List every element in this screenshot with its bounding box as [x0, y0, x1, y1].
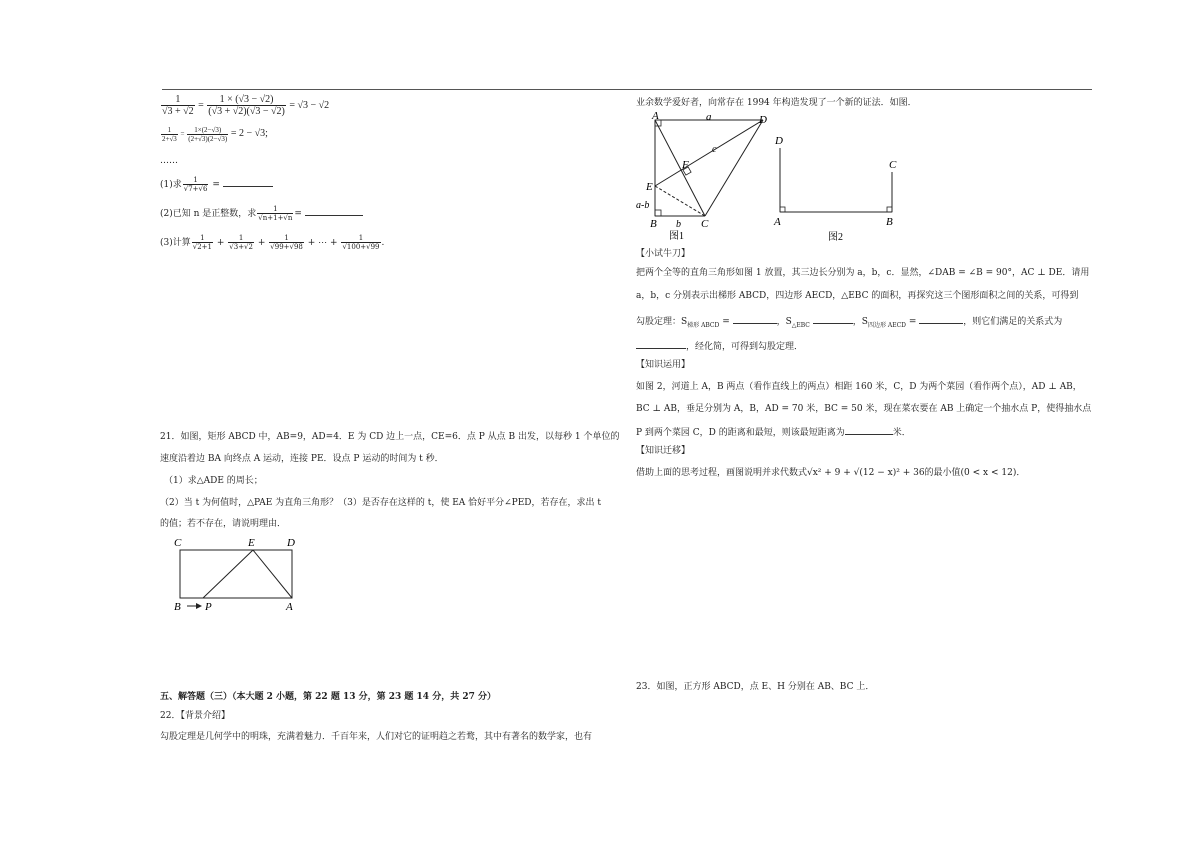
- q2-suffix: =: [294, 209, 302, 219]
- label-e: E: [248, 537, 255, 549]
- eq1-mid-num: 1 × (√3 − √2): [207, 94, 286, 106]
- apply-line-1: 如图 2，河道上 A，B 两点（看作直线上的两点）相距 160 米，C，D 为两个菜园（看作两个点），AD ⊥ AB，: [636, 382, 1082, 392]
- q3-term4-den: √100+√99: [342, 243, 380, 251]
- fig1-label-a-minus-b: a-b: [636, 200, 650, 211]
- q1-answer-blank[interactable]: [223, 177, 273, 187]
- fig1-label-c: C: [701, 218, 709, 230]
- question-1: [160, 176, 273, 193]
- q3-plus-1: +: [216, 238, 225, 248]
- q3-dots: + ⋯ +: [307, 238, 338, 248]
- trapezoid-area-blank[interactable]: [733, 314, 777, 324]
- fig1-label-f: F: [682, 159, 689, 171]
- equation-1: $\frac{1}{√3 + √2}$ = $\frac{1 \times (√3 - √2)}{(√3 + √2)(√3 - √2)}$ = √3 − √2: [162, 94, 330, 117]
- fig2-label-a: A: [774, 216, 781, 228]
- q2-num: 1: [257, 205, 293, 214]
- fig1-caption: 图1: [669, 231, 684, 242]
- try-eq-2: =: [905, 317, 917, 327]
- try-line-4: [636, 339, 803, 353]
- try-sub-trapezoid: 梯形 ABCD: [687, 321, 720, 329]
- eq2-mid-num: 1×(2−√3): [187, 126, 228, 135]
- apply-line-3-text: P 到两个菜园 C，D 的距离和最短，则该最短距离为: [636, 428, 845, 438]
- eq2-mid-den: (2+√3)(2−√3): [188, 135, 228, 143]
- q2-prefix: (2)已知 n 是正整数，求: [160, 209, 257, 219]
- fig1-label-d: D: [759, 114, 767, 126]
- try-sep: ，S: [776, 317, 792, 327]
- try-s-label: 勾股定理：S: [636, 317, 688, 327]
- eq1-lhs-num: 1: [161, 94, 195, 106]
- problem-21-line-1: 21．如图，矩形 ABCD 中，AB=9，AD=4．E 为 CD 边上一点，CE=6．点 P 从点 B 出发，以每秒 1 个单位的: [160, 432, 620, 442]
- problem-21-line-4: （2）当 t 为何值时，△PAE 为直角三角形？（3）是否存在这样的 t，使 EA 恰好平分∠PED，若存在，求出 t: [160, 498, 602, 508]
- try-line-4-text: ，经化简，可得到勾股定理．: [686, 342, 804, 352]
- apply-unit: 米．: [892, 428, 911, 438]
- label-b: B: [174, 601, 181, 613]
- quad-area-blank[interactable]: [919, 314, 963, 324]
- q3-term2-den: √3+√2: [229, 243, 253, 251]
- problem-22-line-1: 勾股定理是几何学中的明珠，充满着魅力．千百年来，人们对它的证明趋之若鹜，其中有著名的数学家，也有: [160, 732, 593, 742]
- problem-22-title: 22．【背景介绍】: [160, 711, 230, 721]
- q1-num: 1: [183, 176, 209, 185]
- label-p: P: [205, 601, 212, 613]
- problem-21-line-2: 速度沿着边 BA 向终点 A 运动，连接 PE．设点 P 运动的时间为 t 秒．: [160, 454, 444, 464]
- figure-2: [768, 128, 908, 242]
- intro-text: 业余数学爱好者，向常存在 1994 年构造发现了一个新的证法．如图．: [636, 98, 917, 108]
- try-eq: =: [719, 317, 730, 327]
- q3-term3-num: 1: [269, 234, 304, 243]
- rectangle: [180, 550, 292, 598]
- try-line-3: [636, 314, 1062, 331]
- try-sep-2: ，S: [852, 317, 868, 327]
- fig2-label-c: C: [889, 159, 897, 171]
- fig1-segment-ed: [655, 120, 763, 186]
- q3-prefix: (3)计算: [160, 238, 191, 248]
- problem-21-line-5: 的值；若不存在，请说明理由．: [160, 519, 287, 529]
- heading-try: 【小试牛刀】: [636, 249, 691, 259]
- heading-apply: 【知识运用】: [636, 360, 691, 370]
- q1-den: √7+√6: [183, 185, 208, 193]
- shortest-distance-blank[interactable]: [845, 425, 893, 435]
- q3-end: .: [381, 238, 385, 248]
- fig1-right-angle-b: [655, 210, 661, 216]
- fig2-right-angle-b: [887, 207, 892, 212]
- q3-term1-den: √2+1: [192, 243, 212, 251]
- try-sub-triangle: △EBC: [791, 321, 810, 329]
- q3-term3-den: √99+√98: [270, 243, 303, 251]
- transfer-text: 借助上面的思考过程，画图说明并求代数式√x² + 9 + √(12 − x)² + 36的最小值(0 < x < 12)．: [636, 468, 1026, 478]
- try-tail: ，则它们满足的关系式为: [963, 317, 1063, 327]
- q3-plus-2: +: [257, 238, 266, 248]
- fig1-label-e: E: [646, 181, 653, 193]
- fig1-label-b-small: b: [676, 219, 681, 230]
- label-c: C: [174, 537, 182, 549]
- fig2-label-b: B: [886, 216, 893, 228]
- heading-transfer: 【知识迁移】: [636, 446, 691, 456]
- header-rule: [162, 89, 1092, 90]
- fig2-caption: 图2: [828, 232, 843, 242]
- triangle-area-blank[interactable]: [813, 314, 853, 324]
- q3-term4-num: 1: [341, 234, 380, 243]
- segment-pe: [203, 550, 253, 598]
- ellipsis: ……: [160, 156, 178, 166]
- question-2: [160, 205, 363, 222]
- segment-ea: [253, 550, 292, 598]
- eq2-rhs: = 2 − √3;: [230, 128, 268, 140]
- apply-line-2: BC ⊥ AB，垂足分别为 A，B，AD = 70 米，BC = 50 米，现在菜农要在 AB 上确定一个抽水点 P，使得抽水点: [636, 404, 1092, 414]
- label-a: A: [286, 601, 293, 613]
- q3-term2-num: 1: [228, 234, 254, 243]
- q3-term1-num: 1: [192, 234, 213, 243]
- q1-suffix: =: [209, 180, 220, 190]
- try-line-1: 把两个全等的直角三角形如图 1 放置，其三边长分别为 a，b，c．显然，∠DAB = ∠B = 90°，AC ⊥ DE．请用: [636, 268, 1090, 278]
- eq2-lhs-num: 1: [161, 126, 178, 135]
- try-sub-quad: 四边形 AECD: [867, 321, 906, 329]
- fig1-side-cd: [705, 120, 763, 216]
- apply-line-3: [636, 425, 911, 439]
- relation-blank[interactable]: [636, 339, 686, 349]
- question-3: [160, 234, 384, 251]
- q2-den: √n+1+√n: [258, 214, 293, 222]
- section-heading: 五、解答题（三）（本大题 2 小题，第 22 题 13 分，第 23 题 14 分，共 27 分）: [160, 692, 496, 702]
- figure-1: [632, 110, 782, 242]
- try-line-2: a，b，c 分别表示出梯形 ABCD，四边形 AECD，△EBC 的面积，再探究这三个图形面积之间的关系，可得到: [636, 291, 1079, 301]
- eq1-mid-den: (√3 + √2)(√3 − √2): [208, 106, 285, 117]
- equation-2: $\frac{1}{2+√3}$ = $\frac{1\times(2-√3)}{(2+√3)(2-√3)}$ = 2 − √3;: [162, 126, 268, 143]
- label-d: D: [287, 537, 295, 549]
- fig2-label-d: D: [775, 135, 783, 147]
- problem-23: 23．如图，正方形 ABCD，点 E、H 分别在 AB、BC 上．: [636, 682, 875, 692]
- problem-21-line-3: （1）求△ADE 的周长；: [164, 476, 263, 486]
- fig1-label-b: B: [650, 218, 657, 230]
- q1-prefix: (1)求: [160, 180, 182, 190]
- fig1-label-a: A: [652, 110, 659, 122]
- fig2-right-angle-a: [780, 207, 785, 212]
- fig1-label-c-small: c: [712, 144, 717, 155]
- eq1-rhs: = √3 − √2: [289, 99, 330, 111]
- eq2-lhs-den: 2+√3: [162, 135, 177, 143]
- eq1-lhs-den: √3 + √2: [162, 106, 194, 117]
- fig1-diagonal-ac: [655, 120, 705, 216]
- arrow-head-icon: [196, 603, 202, 609]
- fig1-label-a-small: a: [706, 111, 712, 123]
- figure-rectangle-abcd: [168, 534, 308, 616]
- q2-answer-blank[interactable]: [305, 206, 363, 216]
